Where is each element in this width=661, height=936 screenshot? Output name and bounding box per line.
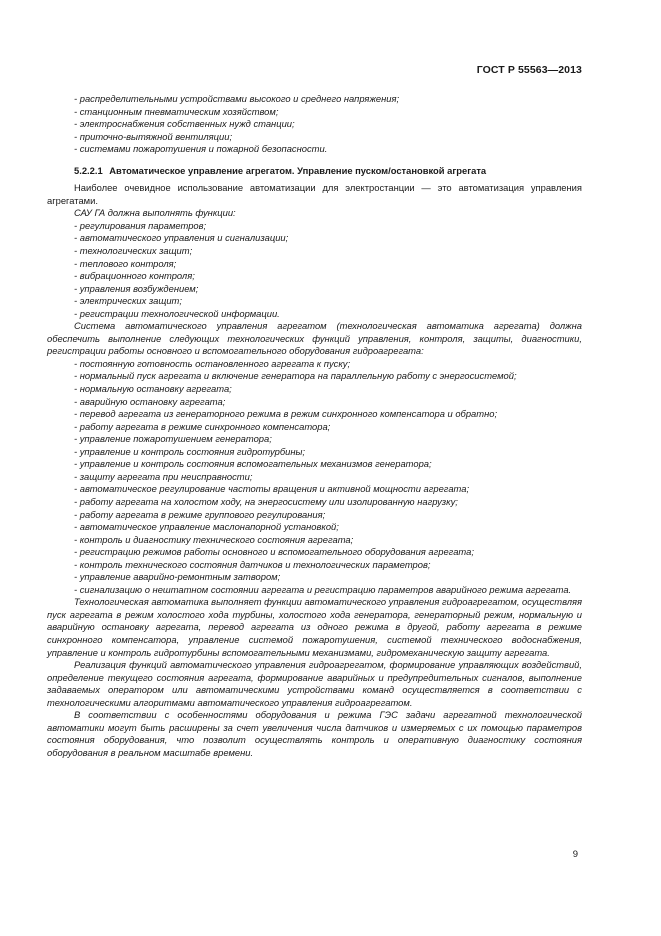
list-item: - теплового контроля; (74, 257, 177, 269)
list-equipment (47, 93, 582, 156)
page-content (47, 93, 582, 759)
list-item: - управление аварийно-ремонтным затвором; (74, 571, 281, 583)
list-item: - технологических защит; (74, 245, 193, 257)
section-heading (47, 165, 582, 178)
list-item: - электрических защит; (74, 295, 182, 307)
list-item: - контроль и диагностику технического состояния агрегата; (74, 533, 354, 545)
list-item: - автоматическое регулирование частоты вращения и активной мощности агрегата; (74, 483, 470, 495)
list-item: - вибрационного контроля; (74, 270, 195, 282)
list-item: - управление и контроль состояния вспомогательных механизмов генератора; (74, 458, 432, 470)
list-item: - защиту агрегата при неисправности; (74, 470, 253, 482)
list-item: - работу агрегата в режиме синхронного компенсатора; (74, 420, 331, 432)
list-item: - управление и контроль состояния гидротурбины; (74, 445, 306, 457)
document-header: ГОСТ Р 55563—2013 (476, 64, 582, 76)
list-item: - нормальную остановку агрегата; (74, 383, 232, 395)
list-item: - автоматического управления и сигнализации; (74, 232, 289, 244)
list-system-functions (47, 358, 582, 596)
intro-paragraph: Наиболее очевидное использование автоматизации для электростанции — это автоматизация управления агрегатами. (47, 182, 582, 206)
list-item: - распределительными устройствами высокого и среднего напряжения; (74, 93, 400, 104)
page-number: 9 (572, 849, 578, 860)
section-number: 5.2.2.1 (74, 164, 103, 176)
list-item: - автоматическое управление маслонапорной установкой; (74, 521, 339, 533)
list-item: - приточно-вытяжной вентиляции; (74, 130, 233, 142)
list-item: - аварийную остановку агрегата; (74, 395, 226, 407)
list-sau-functions (47, 220, 582, 320)
sau-heading: САУ ГА должна выполнять функции: (74, 207, 236, 219)
list-item: - системами пожаротушения и пожарной безопасности. (74, 143, 328, 155)
realization-paragraph: Реализация функций автоматического управления гидроагрегатом, формирование управляющих воздействий, определение текущего состояния агрегата, формирование аварийных и предупредительных сигналов, выполнение задаваемых оператором или автоматическими устройствами команд осуществляется в соответствии с технологическими алгоритмами автоматического управления гидроагрегатом. (47, 659, 582, 708)
list-item: - регулирования параметров; (74, 219, 207, 231)
list-item: - перевод агрегата из генераторного режима в режим синхронного компенсатора и обратно; (74, 408, 498, 420)
tech-automation-paragraph: Технологическая автоматика выполняет функции автоматического управления гидроагрегатом, осуществляя пуск агрегата в режим холостого хода турбины, холостого хода генератора, генераторный режим, нормальную и аварийную остановку агрегата, перевод агрегата из одного режима в другой, работу агрегата в режиме синхронного компенсатора, управление системой пожаротушения, системой технического водоснабжения, управление и контроль гидротурбины вспомогательными механизмами, гидромеханическую защиту агрегата. (47, 596, 582, 658)
list-item: - регистрации технологической информации. (74, 307, 280, 319)
list-item: - управление пожаротушением генератора; (74, 433, 272, 445)
list-item: - электроснабжения собственных нужд станции; (74, 118, 295, 130)
list-item: - нормальный пуск агрегата и включение генератора на параллельную работу с энергосистемой; (74, 370, 517, 382)
list-item: - постоянную готовность остановленного агрегата к пуску; (74, 357, 351, 369)
list-item: - управления возбуждением; (74, 282, 199, 294)
list-item: - работу агрегата в режиме группового регулирования; (74, 508, 326, 520)
list-item: - контроль технического состояния датчиков и технологических параметров; (74, 558, 431, 570)
list-item: - регистрацию режимов работы основного и вспомогательного оборудования агрегата; (74, 546, 474, 558)
list-item: - сигнализацию о нештатном состоянии агрегата и регистрацию параметров аварийного режима агрегата. (74, 583, 572, 595)
list-item: - работу агрегата на холостом ходу, на энергосистему или изолированную нагрузку; (74, 495, 458, 507)
conformity-paragraph: В соответствии с особенностями оборудования и режима ГЭС задачи агрегатной технологической автоматики могут быть расширены за счет увеличения числа датчиков и измеряемых с их помощью параметров состояния оборудования, что позволит осуществлять контроль и оперативную диагностику состояния оборудования в реальном масштабе времени. (47, 709, 582, 758)
list-item: - станционным пневматическим хозяйством; (74, 105, 279, 117)
section-title: Автоматическое управление агрегатом. Управление пуском/остановкой агрегата (109, 164, 487, 176)
system-paragraph: Система автоматического управления агрегатом (технологическая автоматика агрегата) должна обеспечить выполнение следующих технологических функций управления, контроля, защиты, диагностики, регистрации работы основного и вспомогательного оборудования гидроагрегата: (47, 320, 582, 357)
